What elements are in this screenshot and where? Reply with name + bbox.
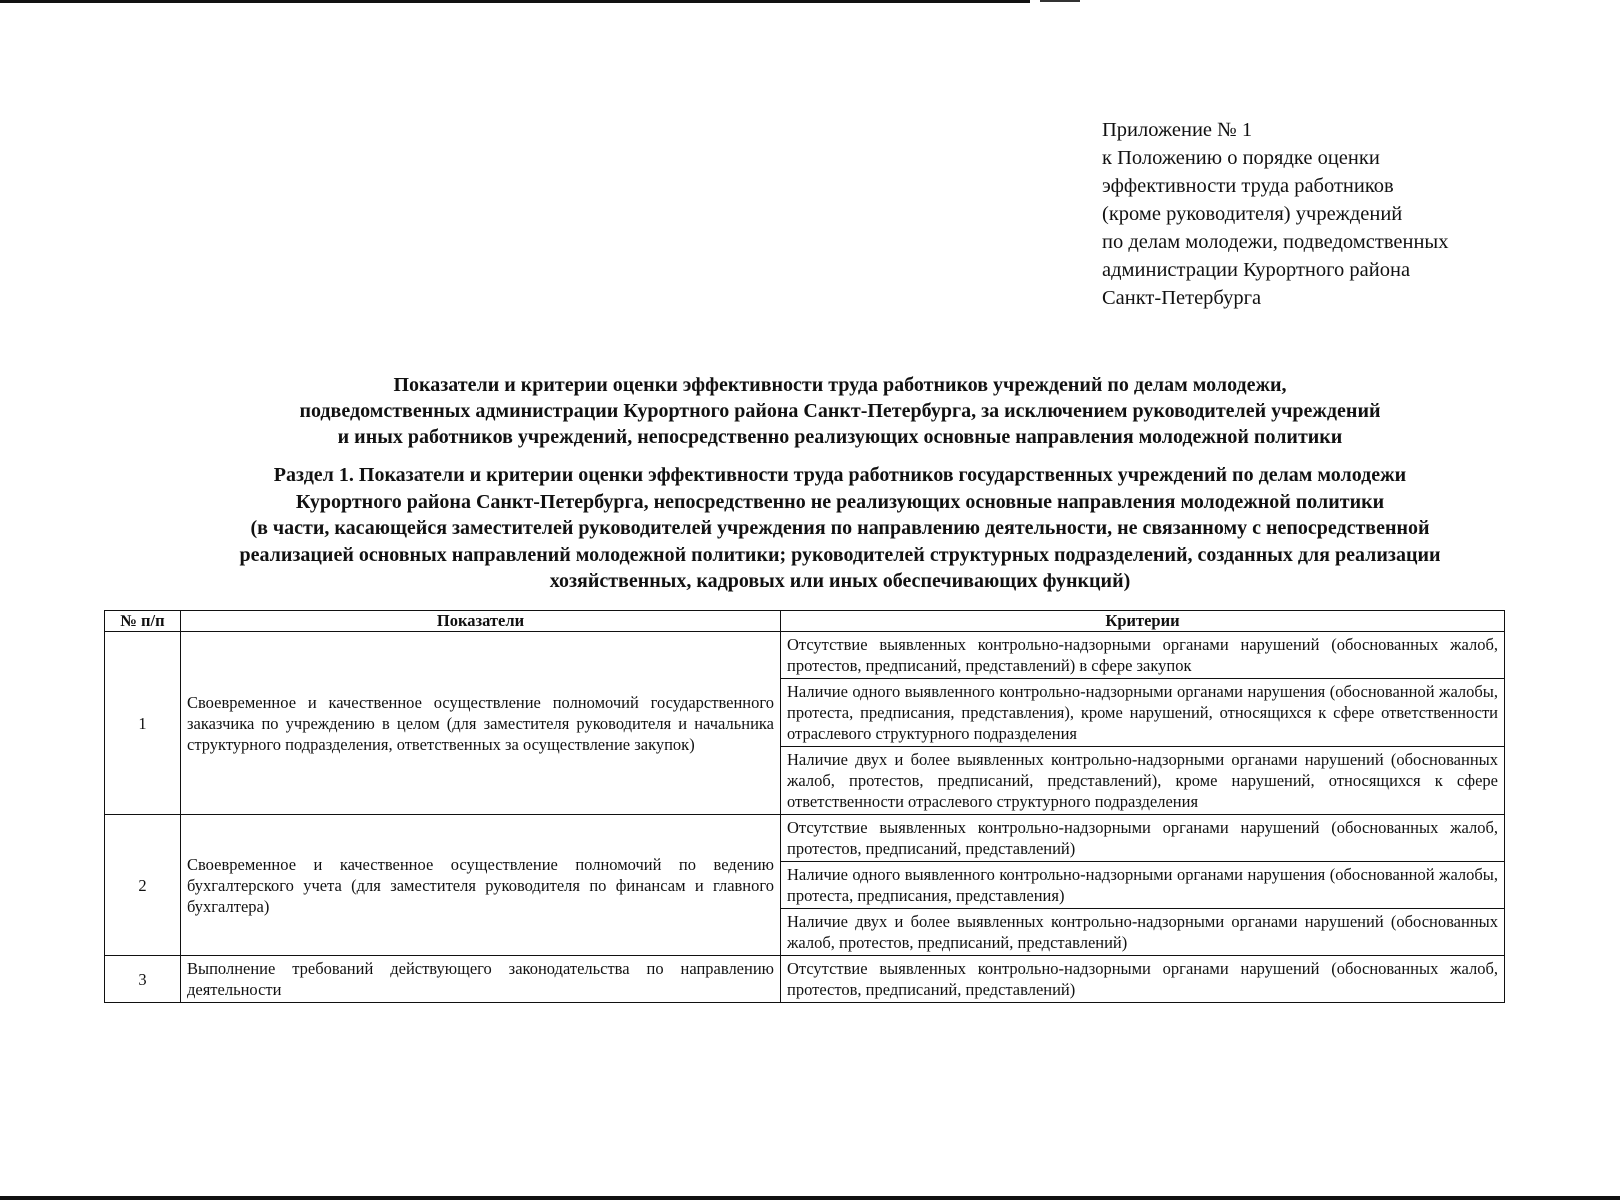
section-line: Раздел 1. Показатели и критерии оценки эффективности труда работников государственных учреждений по делам молодежи — [273, 464, 1407, 486]
header-criteria: Критерии — [781, 611, 1505, 632]
table-row — [105, 815, 1505, 862]
appendix-line: эффективности труда работников — [1102, 175, 1394, 197]
scan-border-top — [0, 0, 1030, 3]
title-line: и иных работников учреждений, непосредственно реализующих основные направления молодежной политики — [337, 426, 1343, 448]
criterion-cell: Отсутствие выявленных контрольно-надзорными органами нарушений (обоснованных жалоб, протестов, предписаний, представлений) — [781, 815, 1505, 862]
appendix-line: Санкт-Петербурга — [1102, 287, 1262, 309]
header-num: № п/п — [105, 611, 181, 632]
table-row — [105, 632, 1505, 679]
criterion-cell: Отсутствие выявленных контрольно-надзорными органами нарушений (обоснованных жалоб, протестов, предписаний, представлений) в сфере закупок — [781, 632, 1505, 679]
criteria-table — [104, 610, 1505, 1003]
appendix-line: (кроме руководителя) учреждений — [1102, 203, 1403, 225]
row-number: 1 — [105, 632, 181, 815]
indicator-cell: Своевременное и качественное осуществление полномочий по ведению бухгалтерского учета (для заместителя руководителя по финансам и главного бухгалтера) — [181, 815, 781, 956]
title-line: Показатели и критерии оценки эффективности труда работников учреждений по делам молодежи, — [393, 374, 1287, 396]
appendix-line: к Положению о порядке оценки — [1102, 147, 1380, 169]
scan-border-bottom — [0, 1196, 1620, 1200]
section-heading — [60, 462, 1620, 595]
criterion-cell: Отсутствие выявленных контрольно-надзорными органами нарушений (обоснованных жалоб, протестов, предписаний, представлений) — [781, 956, 1505, 1003]
criterion-cell: Наличие одного выявленного контрольно-надзорными органами нарушения (обоснованной жалобы, протеста, предписания, представления), кроме нарушений, относящихся к сфере ответственности отраслевого структурного подразделения — [781, 679, 1505, 747]
criterion-cell: Наличие двух и более выявленных контрольно-надзорными органами нарушений (обоснованных жалоб, протестов, предписаний, представлений), кроме нарушений, относящихся к сфере ответственности отраслевого структурного подразделения — [781, 747, 1505, 815]
header-indicators: Показатели — [181, 611, 781, 632]
scan-border-top-fragment — [1040, 0, 1080, 2]
section-line: хозяйственных, кадровых или иных обеспечивающих функций) — [549, 570, 1131, 592]
row-number: 2 — [105, 815, 181, 956]
title-line: подведомственных администрации Курортного района Санкт-Петербурга, за исключением руководителей учреждений — [299, 400, 1381, 422]
row-number: 3 — [105, 956, 181, 1003]
indicator-cell: Выполнение требований действующего законодательства по направлению деятельности — [181, 956, 781, 1003]
indicator-cell: Своевременное и качественное осуществление полномочий государственного заказчика по учреждению в целом (для заместителя руководителя и начальника структурного подразделения, ответственных за осуществление закупок) — [181, 632, 781, 815]
appendix-line: по делам молодежи, подведомственных — [1102, 231, 1449, 253]
table-header-row — [105, 611, 1505, 632]
criterion-cell: Наличие одного выявленного контрольно-надзорными органами нарушения (обоснованной жалобы, протеста, предписания, представления) — [781, 862, 1505, 909]
section-line: (в части, касающейся заместителей руководителей учреждения по направлению деятельности, не связанному с непосредственной — [250, 517, 1430, 539]
criterion-cell: Наличие двух и более выявленных контрольно-надзорными органами нарушений (обоснованных жалоб, протестов, предписаний, представлений) — [781, 909, 1505, 956]
section-line: Курортного района Санкт-Петербурга, непосредственно не реализующих основные направления молодежной политики — [295, 490, 1385, 513]
table-row — [105, 956, 1505, 1003]
document-title — [60, 372, 1620, 450]
appendix-note — [1102, 116, 1522, 312]
appendix-line: администрации Курортного района — [1102, 259, 1411, 281]
appendix-line: Приложение № 1 — [1102, 119, 1253, 141]
section-line: реализацией основных направлений молодежной политики; руководителей структурных подразделений, созданных для реализации — [239, 543, 1441, 566]
